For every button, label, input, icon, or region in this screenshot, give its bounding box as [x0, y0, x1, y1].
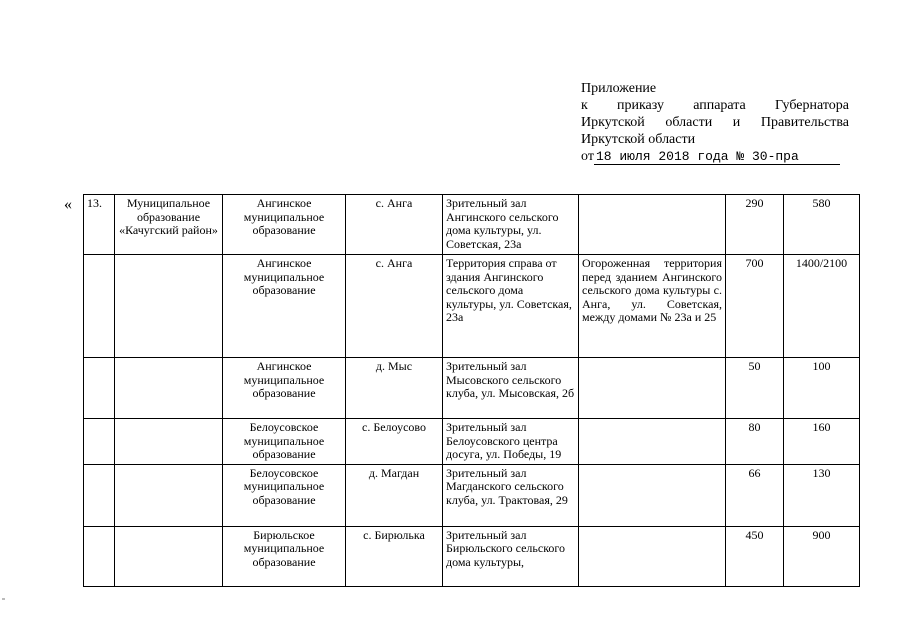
settlement-cell: с. Анга — [346, 195, 443, 255]
capacity-alt-cell: 900 — [784, 526, 860, 586]
appendix-line-3 — [581, 114, 849, 131]
table-row — [84, 358, 860, 419]
table-row — [84, 464, 860, 526]
appendix-word: области — [665, 115, 713, 130]
venue-cell: Зрительный зал Ангинского сельского дома культуры, ул. Советская, 23а — [443, 195, 579, 255]
order-reference — [581, 148, 849, 165]
venue-cell: Зрительный зал Бирюльского сельского дома культуры, — [443, 526, 579, 586]
district-cell — [115, 358, 223, 419]
capacity-cell: 290 — [726, 195, 784, 255]
municipality-cell: Белоусовское муниципальное образование — [223, 464, 346, 526]
territory-cell — [579, 358, 726, 419]
capacity-alt-cell: 160 — [784, 419, 860, 465]
appendix-word: аппарата — [693, 98, 746, 113]
table-row — [84, 195, 860, 255]
row-number — [84, 419, 115, 465]
order-prefix: от — [581, 149, 594, 164]
opening-quote-mark: « — [64, 196, 72, 213]
capacity-alt-cell: 1400/2100 — [784, 255, 860, 358]
capacity-cell: 80 — [726, 419, 784, 465]
row-number — [84, 255, 115, 358]
row-number — [84, 464, 115, 526]
capacity-alt-cell: 130 — [784, 464, 860, 526]
appendix-line-4: Иркутской области — [581, 132, 696, 147]
municipality-cell: Ангинское муниципальное образование — [223, 358, 346, 419]
appendix-word: и — [732, 115, 741, 130]
venue-cell: Зрительный зал Мысовского сельского клуба, ул. Мысовская, 2б — [443, 358, 579, 419]
municipality-cell: Белоусовское муниципальное образование — [223, 419, 346, 465]
appendix-title: Приложение — [581, 81, 657, 96]
settlement-cell: с. Белоусово — [346, 419, 443, 465]
appendix-word: Губернатора — [774, 98, 849, 113]
capacity-alt-cell: 100 — [784, 358, 860, 419]
territory-cell — [579, 419, 726, 465]
district-cell — [115, 419, 223, 465]
appendix-line-2 — [581, 97, 849, 114]
row-number: 13. — [84, 195, 115, 255]
appendix-header — [581, 80, 849, 165]
district-cell — [115, 526, 223, 586]
row-number — [84, 358, 115, 419]
row-number — [84, 526, 115, 586]
settlement-cell: с. Бирюлька — [346, 526, 443, 586]
capacity-cell: 450 — [726, 526, 784, 586]
district-cell: Муниципальное образование «Качугский район» — [115, 195, 223, 255]
venue-cell: Зрительный зал Белоусовского центра досуга, ул. Победы, 19 — [443, 419, 579, 465]
settlement-cell: д. Магдан — [346, 464, 443, 526]
territory-cell — [579, 526, 726, 586]
settlement-cell: с. Анга — [346, 255, 443, 358]
venue-cell: Территория справа от здания Ангинского сельского дома культуры, ул. Советская, 23а — [443, 255, 579, 358]
capacity-cell: 66 — [726, 464, 784, 526]
table-row — [84, 526, 860, 586]
territory-cell — [579, 195, 726, 255]
appendix-word: к — [581, 98, 588, 113]
settlement-cell: д. Мыс — [346, 358, 443, 419]
appendix-word: Правительства — [760, 115, 849, 130]
table-row — [84, 419, 860, 465]
district-cell — [115, 464, 223, 526]
municipality-cell: Ангинское муниципальное образование — [223, 195, 346, 255]
district-cell — [115, 255, 223, 358]
territory-cell — [579, 464, 726, 526]
capacity-cell: 700 — [726, 255, 784, 358]
venue-cell: Зрительный зал Магданского сельского клуба, ул. Трактовая, 29 — [443, 464, 579, 526]
appendix-word: приказу — [616, 98, 665, 113]
municipality-cell: Ангинское муниципальное образование — [223, 255, 346, 358]
capacity-cell: 50 — [726, 358, 784, 419]
scan-artifact — [2, 598, 5, 600]
venues-table — [83, 194, 860, 587]
municipality-cell: Бирюльское муниципальное образование — [223, 526, 346, 586]
capacity-alt-cell: 580 — [784, 195, 860, 255]
table-row — [84, 255, 860, 358]
appendix-word: Иркутской — [581, 115, 645, 130]
territory-cell: Огороженная территория перед зданием Ангинского сельского дома культуры с. Анга, ул. Советская, между домами № 23а и 25 — [579, 255, 726, 358]
order-date-number: 18 июля 2018 года № 30-пра — [594, 149, 840, 165]
